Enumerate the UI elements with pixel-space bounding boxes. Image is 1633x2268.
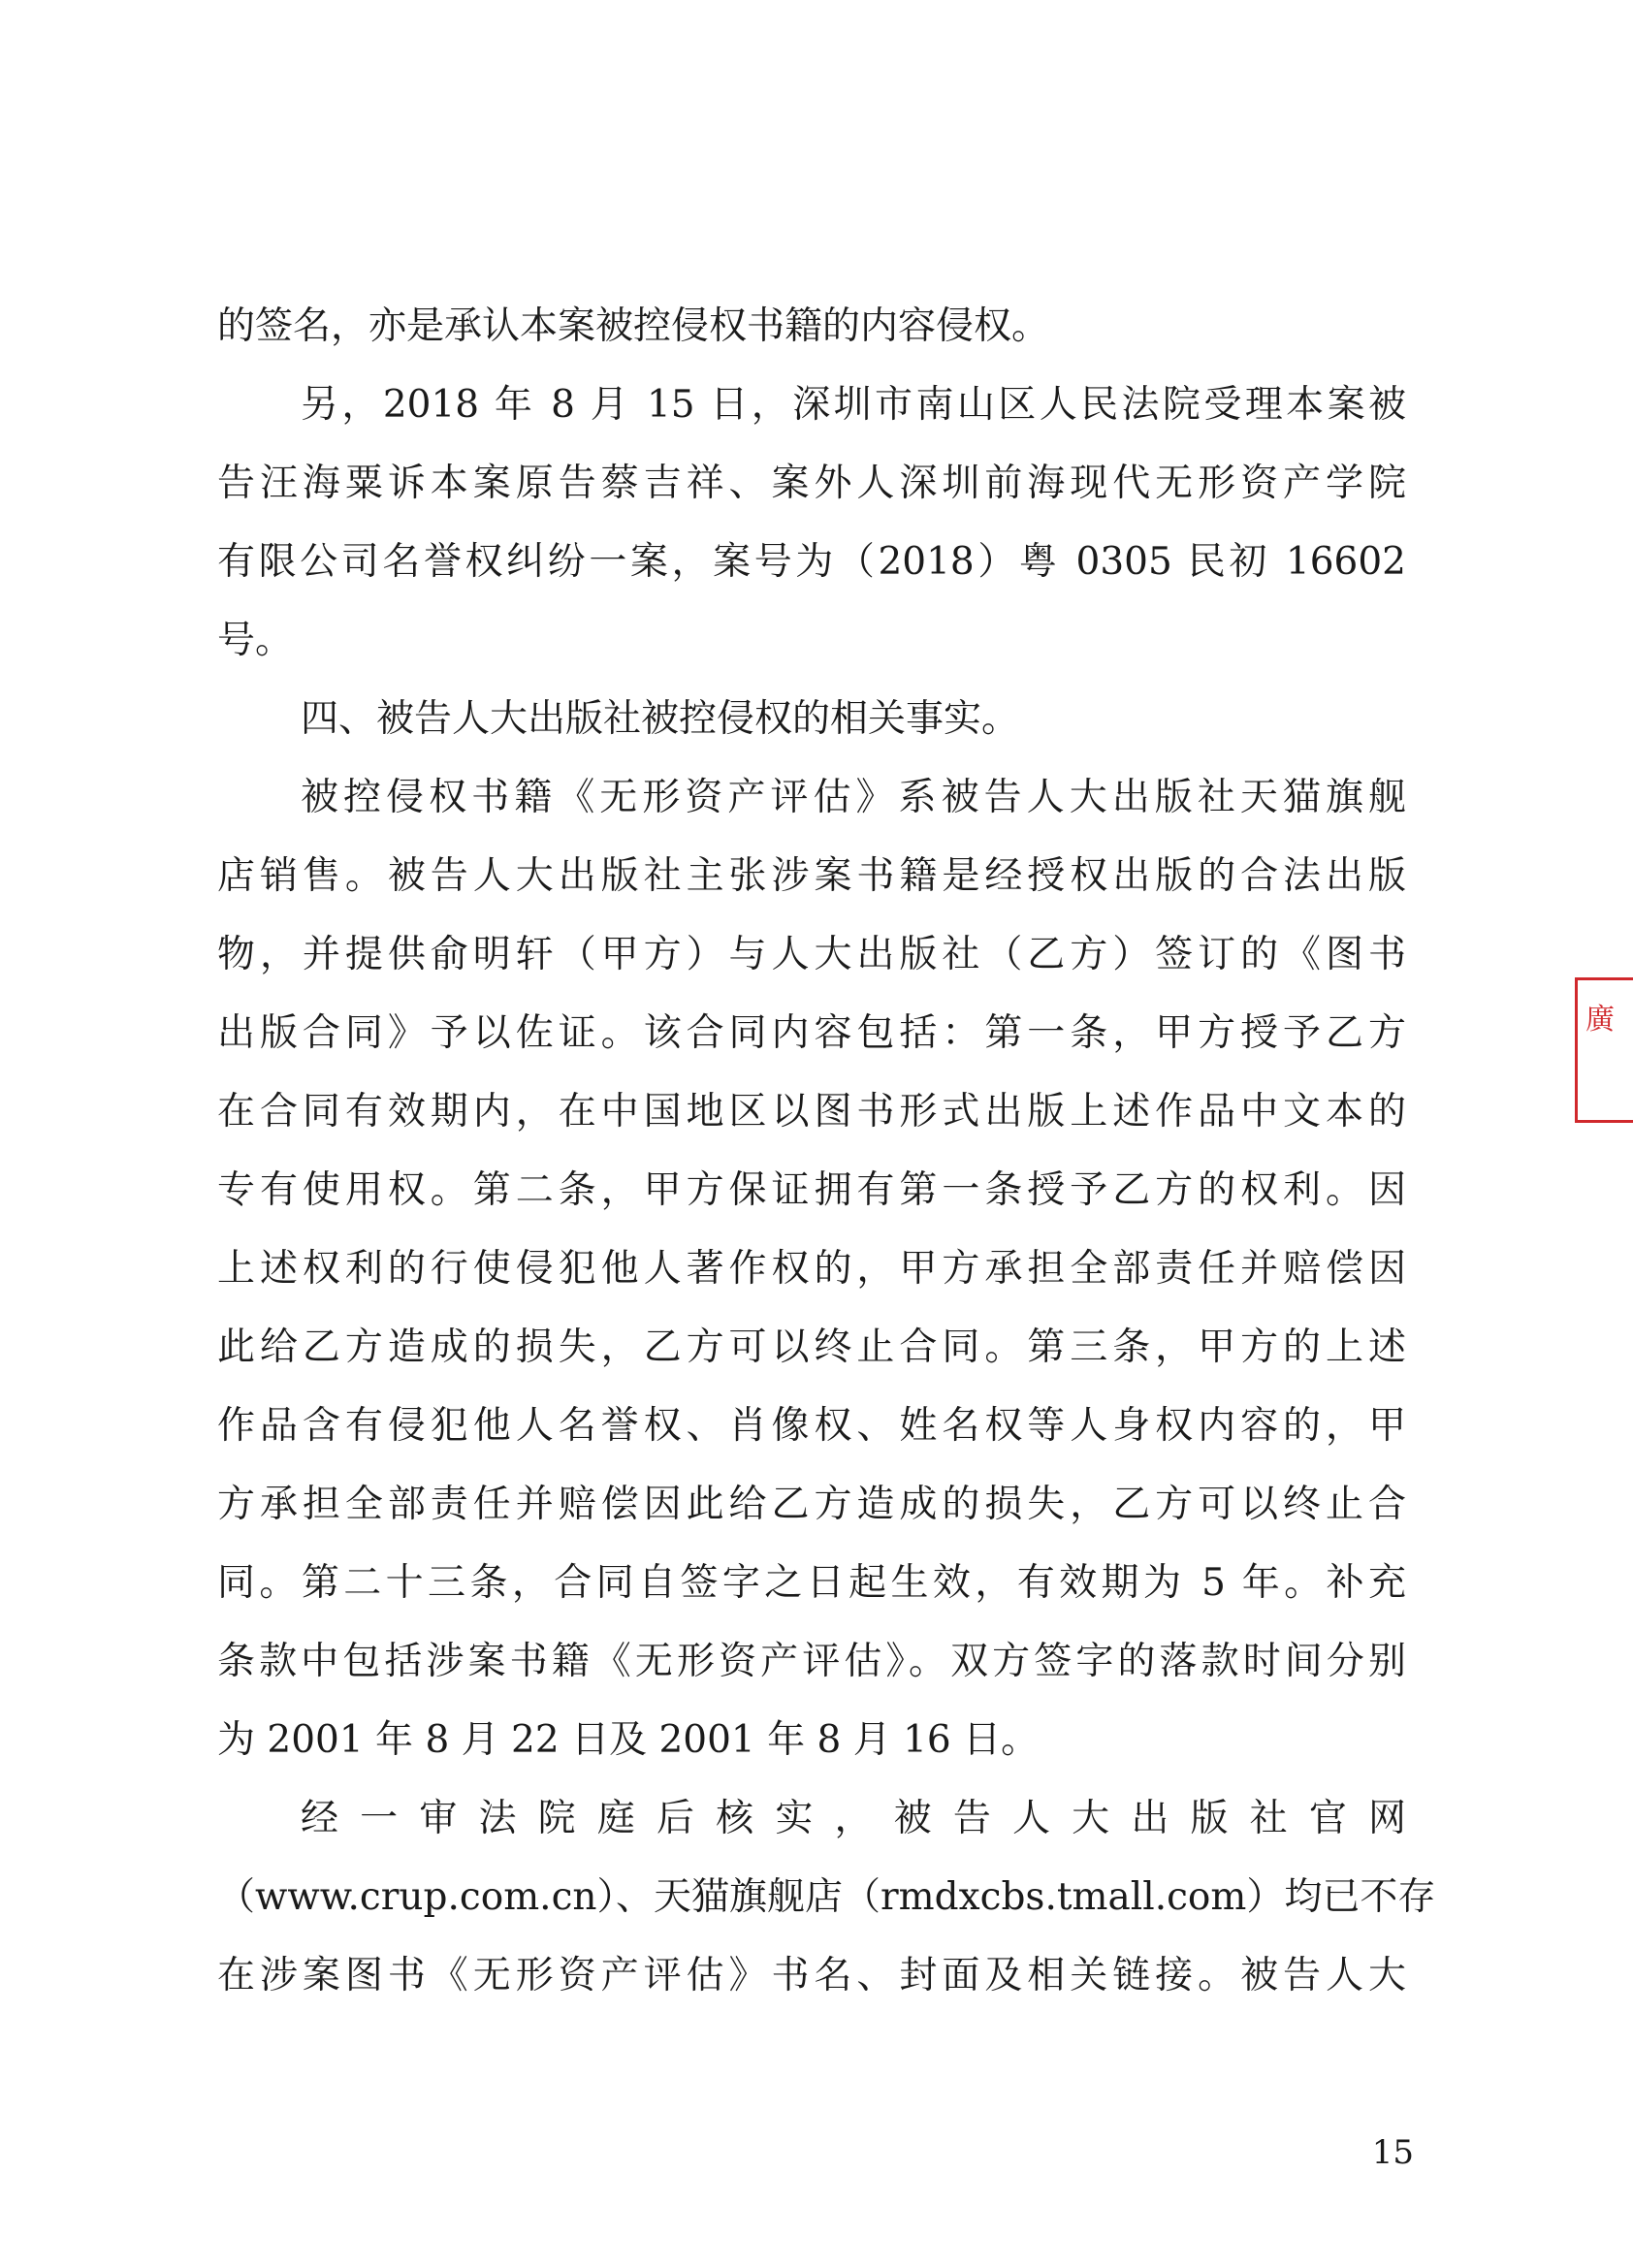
text-line: 物，并提供俞明轩（甲方）与人大出版社（乙方）签订的《图书 bbox=[217, 933, 1406, 976]
page-number: 15 bbox=[1371, 2133, 1414, 2172]
text-line: 为 2001 年 8 月 22 日及 2001 年 8 月 16 日。 bbox=[217, 1718, 1040, 1762]
text-line: （www.crup.com.cn）、天猫旗舰店（rmdxcbs.tmall.com）均已不存 bbox=[217, 1875, 1436, 1919]
text-line: 出版合同》予以佐证。该合同内容包括：第一条，甲方授予乙方 bbox=[217, 1011, 1406, 1055]
body-text bbox=[217, 287, 1436, 2015]
text-line: 作品含有侵犯他人名誉权、肖像权、姓名权等人身权内容的，甲 bbox=[217, 1404, 1406, 1448]
text-line: 方承担全部责任并赔偿因此给乙方造成的损失，乙方可以终止合 bbox=[217, 1483, 1406, 1526]
text-line: 的签名，亦是承认本案被控侵权书籍的内容侵权。 bbox=[217, 304, 1050, 348]
text-line: 被控侵权书籍《无形资产评估》系被告人大出版社天猫旗舰 bbox=[301, 776, 1406, 819]
text-line: 店销售。被告人大出版社主张涉案书籍是经授权出版的合法出版 bbox=[217, 854, 1406, 898]
text-line: 上述权利的行使侵犯他人著作权的，甲方承担全部责任并赔偿因 bbox=[217, 1247, 1406, 1291]
text-line: 此给乙方造成的损失，乙方可以终止合同。第三条，甲方的上述 bbox=[217, 1326, 1406, 1369]
seal-character: 廣 bbox=[1585, 1003, 1615, 1037]
text-line: 同。第二十三条，合同自签字之日起生效，有效期为 5 年。补充 bbox=[217, 1561, 1406, 1605]
text-line: 有限公司名誉权纠纷一案，案号为（2018）粤 0305 民初 16602 bbox=[217, 540, 1406, 584]
text-line: 四、被告人大出版社被控侵权的相关事实。 bbox=[301, 697, 1020, 741]
text-line: 条款中包括涉案书籍《无形资产评估》。双方签字的落款时间分别 bbox=[217, 1640, 1406, 1683]
text-line: 号。 bbox=[217, 619, 294, 662]
text-line: 告汪海粟诉本案原告蔡吉祥、案外人深圳前海现代无形资产学院 bbox=[217, 462, 1406, 505]
text-line: 在合同有效期内，在中国地区以图书形式出版上述作品中文本的 bbox=[217, 1090, 1406, 1134]
red-seal-stamp bbox=[1575, 977, 1633, 1123]
text-line: 专有使用权。第二条，甲方保证拥有第一条授予乙方的权利。因 bbox=[217, 1168, 1406, 1212]
text-line: 另，2018 年 8 月 15 日，深圳市南山区人民法院受理本案被 bbox=[301, 383, 1406, 427]
text-line: 经 一 审 法 院 庭 后 核 实 ， 被 告 人 大 出 版 社 官 网 bbox=[301, 1797, 1406, 1840]
text-line: 在涉案图书《无形资产评估》书名、封面及相关链接。被告人大 bbox=[217, 1954, 1406, 1997]
